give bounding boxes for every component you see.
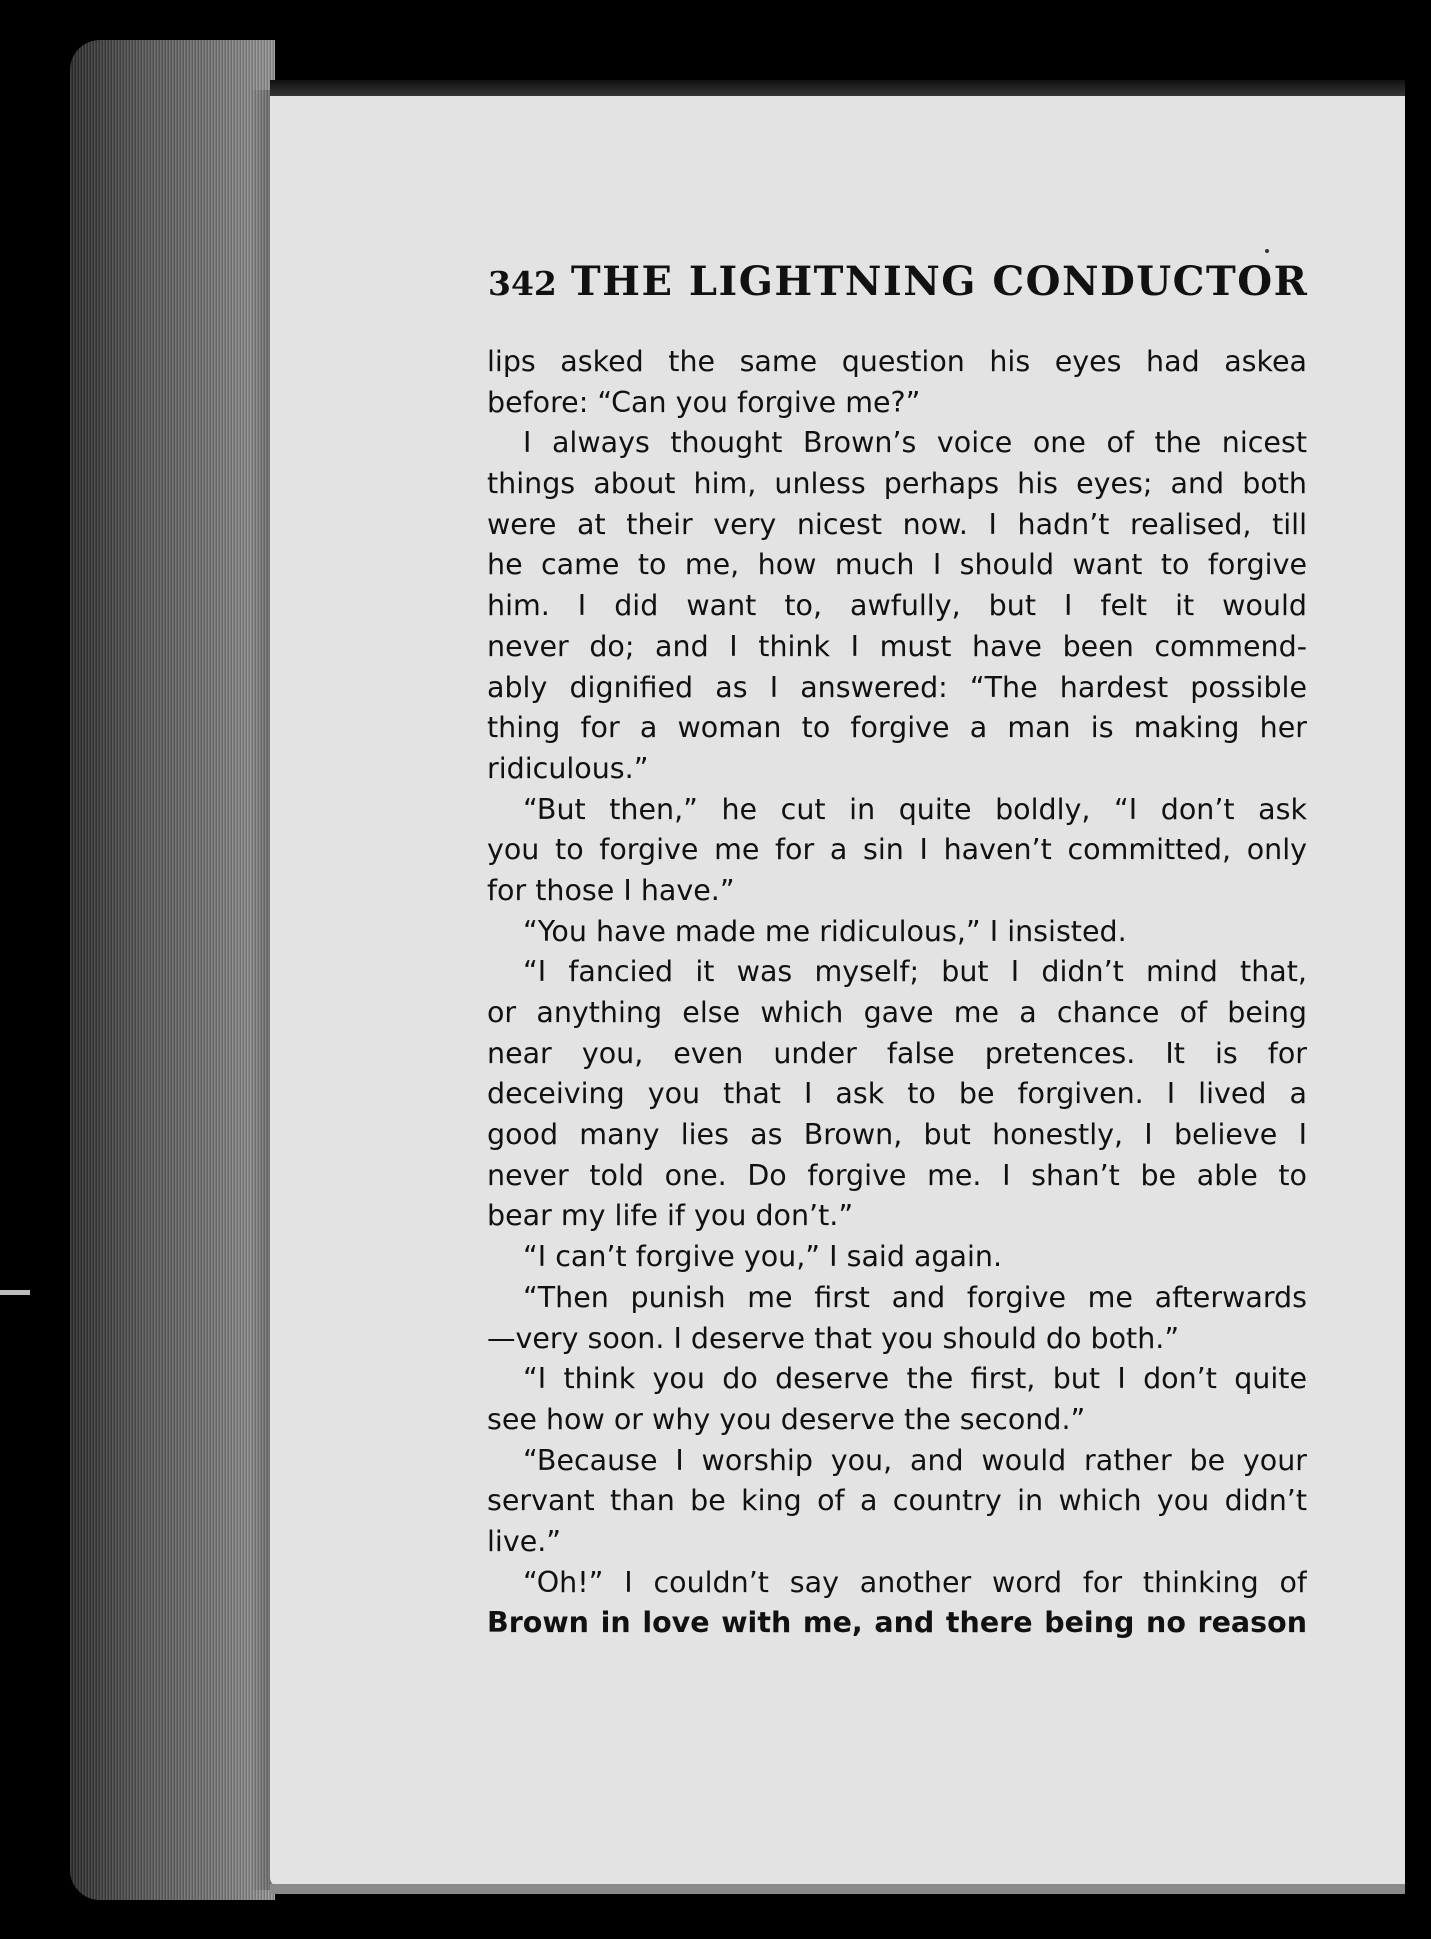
text-line: “I can’t forgive you,” I said again. bbox=[523, 1240, 1003, 1274]
body-text bbox=[487, 342, 1307, 1644]
text-line: see how or why you deserve the second.” bbox=[487, 1402, 1086, 1436]
text-line: bear my life if you don’t.” bbox=[487, 1199, 854, 1233]
text-line: “You have made me ridiculous,” I insisted. bbox=[523, 914, 1127, 948]
running-title: THE LIGHTNING CONDUCTOR bbox=[570, 258, 1309, 305]
text-line: deceiving you that I ask to be forgiven. I lived a bbox=[487, 1077, 1307, 1111]
text-line: for those I have.” bbox=[487, 873, 735, 907]
page-number: 342 bbox=[488, 264, 557, 303]
text-line: things about him, unless perhaps his eyes; and both bbox=[487, 467, 1307, 501]
text-line: “I think you do deserve the first, but I don’t quite bbox=[523, 1362, 1307, 1396]
text-line: near you, even under false pretences. It is for bbox=[487, 1036, 1307, 1070]
text-line: never do; and I think I must have been commend- bbox=[487, 629, 1307, 663]
running-head bbox=[488, 258, 1318, 318]
text-line: or anything else which gave me a chance of being bbox=[487, 996, 1307, 1029]
page-bottom-edge bbox=[270, 1884, 1405, 1894]
text-line: ably dignified as I answered: “The hardest possible bbox=[487, 670, 1307, 704]
text-line: “Because I worship you, and would rather be your bbox=[523, 1443, 1307, 1477]
text-line: before: “Can you forgive me?” bbox=[487, 385, 921, 419]
text-line: thing for a woman to forgive a man is making her bbox=[487, 711, 1307, 745]
text-line: “Then punish me first and forgive me afterwards bbox=[523, 1280, 1307, 1314]
text-line: —very soon. I deserve that you should do both.” bbox=[487, 1321, 1180, 1355]
text-line: “But then,” he cut in quite boldly, “I don’t ask bbox=[523, 792, 1307, 826]
text-line: you to forgive me for a sin I haven’t committed, only bbox=[487, 833, 1307, 867]
text-line: him. I did want to, awfully, but I felt it would bbox=[487, 589, 1307, 623]
text-line: “Oh!” I couldn’t say another word for thinking of bbox=[523, 1565, 1307, 1599]
ink-speck bbox=[1265, 249, 1269, 253]
text-line: good many lies as Brown, but honestly, I believe I bbox=[487, 1118, 1307, 1152]
text-line: I always thought Brown’s voice one of the nicest bbox=[523, 426, 1307, 460]
text-line: ridiculous.” bbox=[487, 751, 649, 785]
text-line: he came to me, how much I should want to forgive bbox=[487, 548, 1307, 582]
scan-margin-mark bbox=[0, 1290, 30, 1295]
text-line: lips asked the same question his eyes had askea bbox=[487, 345, 1307, 378]
text-line: never told one. Do forgive me. I shan’t be able to bbox=[487, 1158, 1307, 1192]
text-line: “I fancied it was myself; but I didn’t mind that, bbox=[523, 955, 1307, 989]
text-line: Brown in love with me, and there being no reason bbox=[487, 1606, 1307, 1640]
text-line: live.” bbox=[487, 1524, 562, 1558]
text-line: were at their very nicest now. I hadn’t realised, till bbox=[487, 507, 1307, 541]
text-line: servant than be king of a country in which you didn’t bbox=[487, 1484, 1307, 1518]
book-page-edges bbox=[70, 40, 275, 1900]
